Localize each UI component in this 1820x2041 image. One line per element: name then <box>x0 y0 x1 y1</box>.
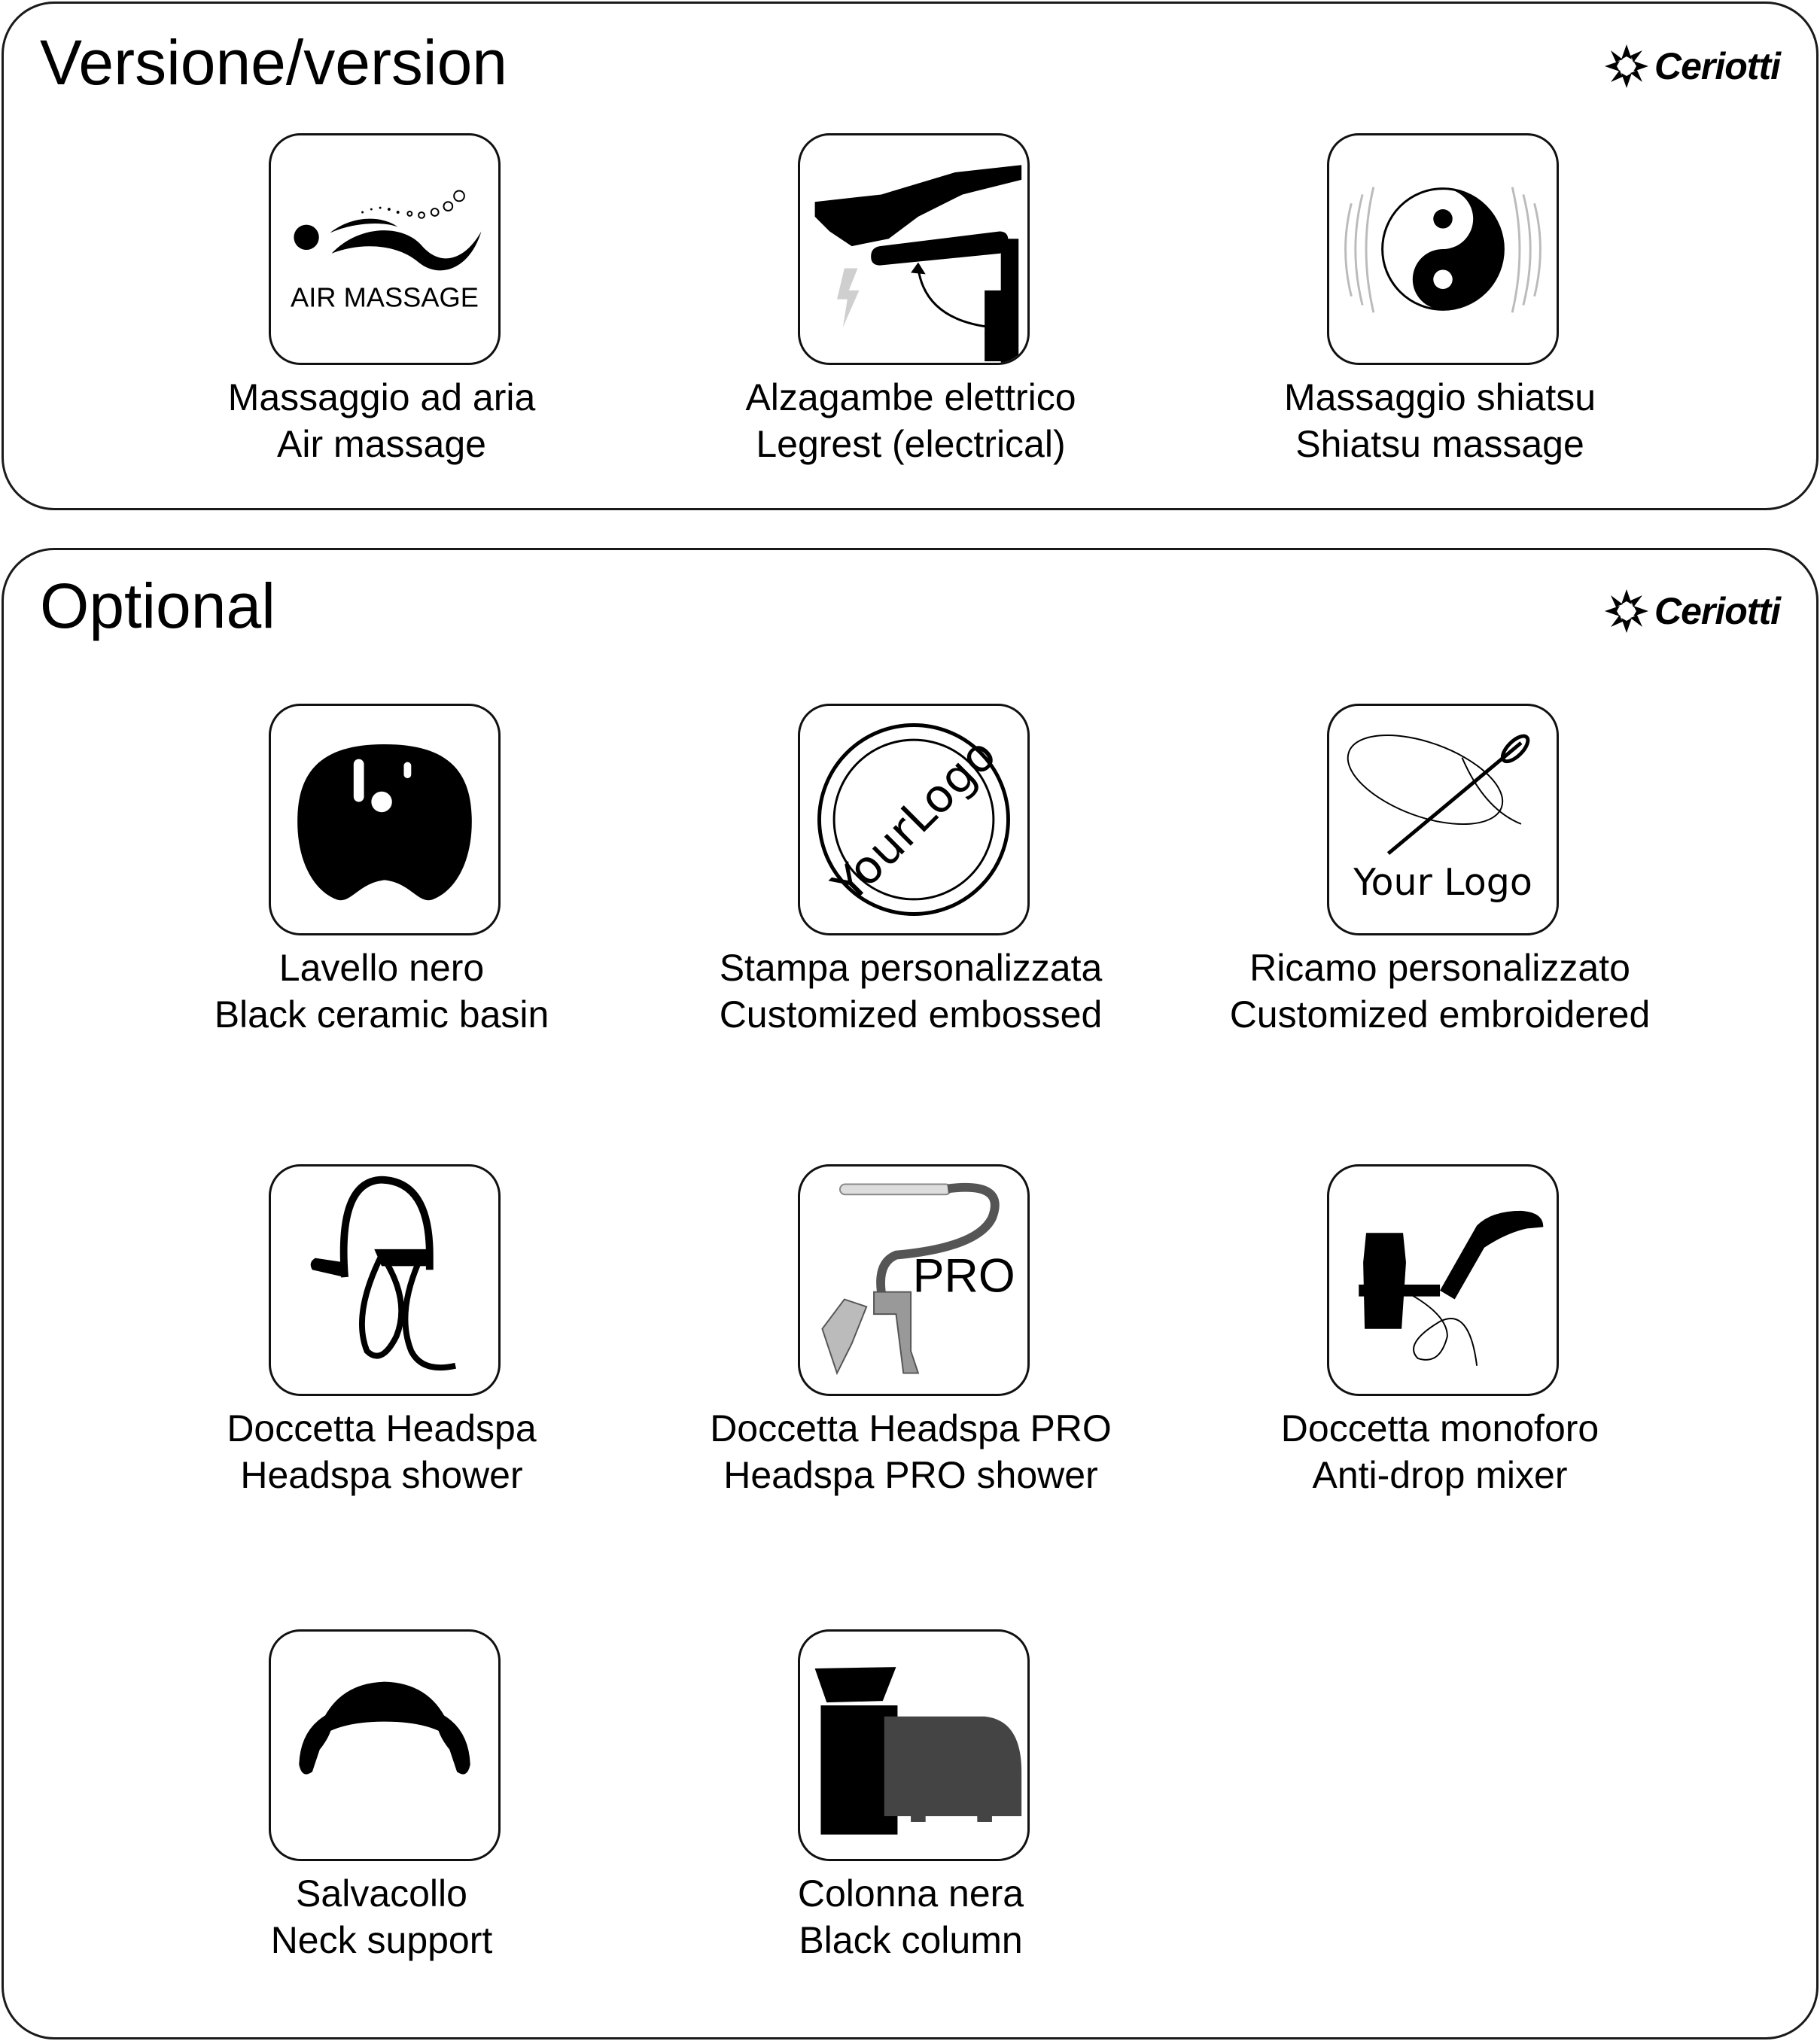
caption-en: Neck support <box>270 1919 493 1961</box>
caption-it: Lavello nero <box>278 947 485 989</box>
headspa-pro-shower-icon <box>798 1164 1030 1396</box>
air-massage-icon-text: AIR MASSAGE <box>291 281 479 313</box>
brand-name: Ceriotti <box>1654 45 1780 87</box>
caption-en: Shiatsu massage <box>1295 423 1584 465</box>
embossed-logo-text: YourLogo <box>822 728 1007 913</box>
version-title: Versione/version <box>40 27 508 98</box>
caption-it: Ricamo personalizzato <box>1249 947 1630 989</box>
caption-it: Doccetta monoforo <box>1280 1407 1599 1449</box>
caption-it: Salvacollo <box>296 1872 467 1915</box>
mixer-tap-icon <box>1327 1164 1559 1396</box>
neck-support-icon <box>269 1629 501 1861</box>
caption-en: Black ceramic basin <box>214 993 549 1036</box>
yin-yang-icon <box>1327 133 1559 365</box>
brand-name: Ceriotti <box>1654 590 1780 632</box>
embroidered-logo-icon <box>1327 704 1559 935</box>
optional-panel <box>2 548 1818 2039</box>
optional-title: Optional <box>40 570 275 641</box>
caption-it: Colonna nera <box>797 1872 1024 1915</box>
caption-it: Doccetta Headspa <box>227 1407 537 1449</box>
air-massage-icon <box>269 133 501 365</box>
ceriotti-logo-icon <box>1602 586 1651 636</box>
caption-it: Massaggio ad aria <box>227 376 536 418</box>
ceriotti-logo-icon <box>1602 41 1651 91</box>
black-basin-icon <box>269 704 501 935</box>
caption-en: Customized embossed <box>719 993 1103 1036</box>
caption-it: Massaggio shiatsu <box>1283 376 1596 418</box>
caption-en: Air massage <box>277 423 486 465</box>
caption-it: Alzagambe elettrico <box>745 376 1076 418</box>
electric-legrest-icon <box>798 133 1030 365</box>
black-column-icon <box>798 1629 1030 1861</box>
embroidered-logo-text: Your Logo <box>1353 860 1532 905</box>
caption-en: Black column <box>799 1919 1023 1961</box>
embossed-logo-icon <box>798 704 1030 935</box>
brand-logo <box>1602 585 1780 637</box>
headspa-shower-icon <box>269 1164 501 1396</box>
caption-en: Headspa PRO shower <box>723 1454 1098 1496</box>
caption-en: Anti-drop mixer <box>1312 1454 1568 1496</box>
caption-it: Doccetta Headspa PRO <box>710 1407 1112 1449</box>
brand-logo <box>1602 40 1780 93</box>
caption-en: Legrest (electrical) <box>756 423 1066 465</box>
caption-en: Customized embroidered <box>1229 993 1651 1036</box>
caption-it: Stampa personalizzata <box>719 947 1103 989</box>
pro-label: PRO <box>912 1249 1015 1303</box>
version-panel <box>2 2 1818 510</box>
caption-en: Headspa shower <box>240 1454 523 1496</box>
